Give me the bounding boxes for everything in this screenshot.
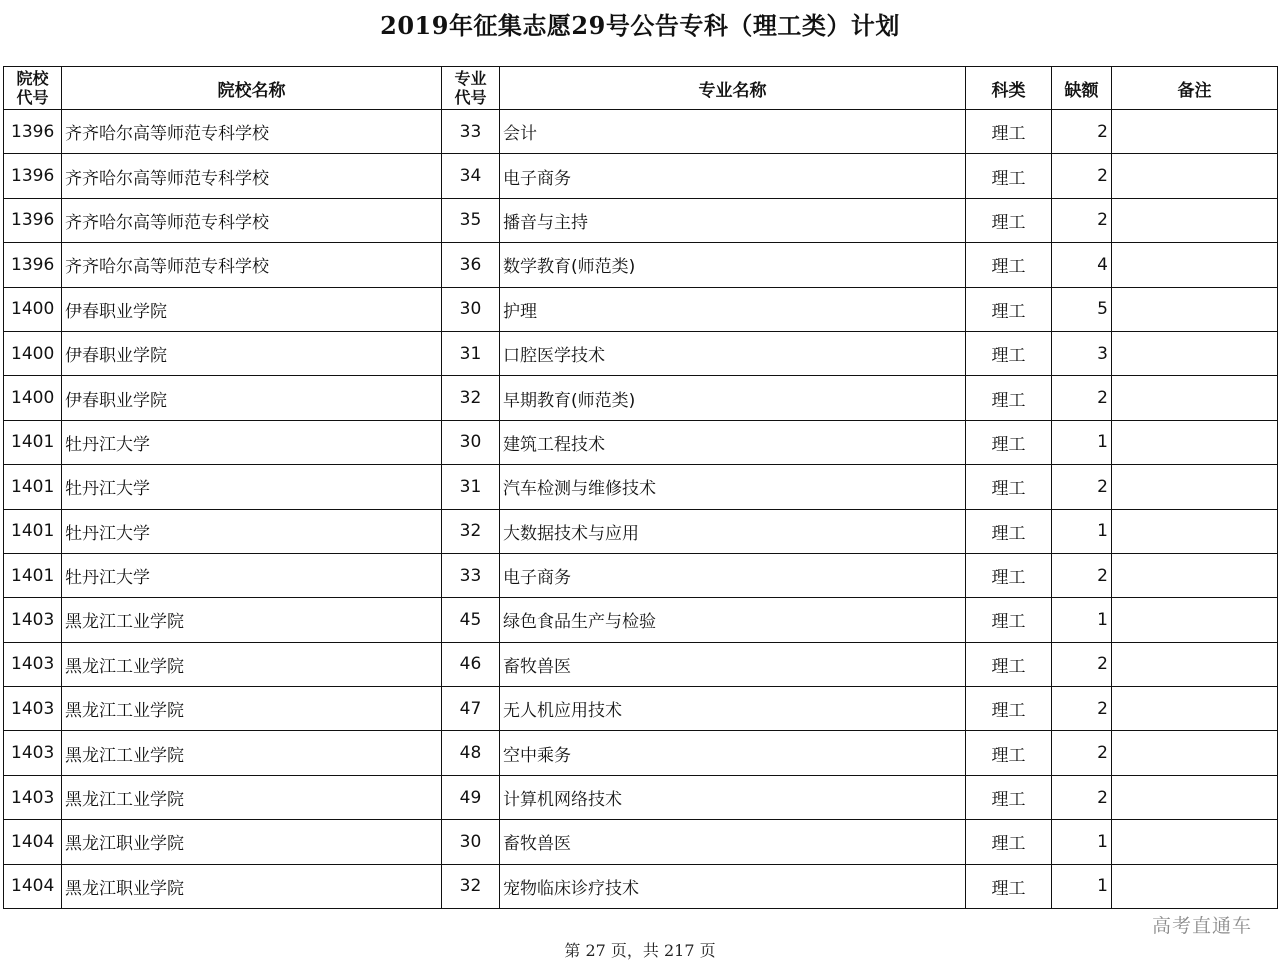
cell-major-name: 绿色食品生产与检验 <box>500 598 966 642</box>
cell-category: 理工 <box>966 509 1052 553</box>
cell-category: 理工 <box>966 598 1052 642</box>
cell-school-code: 1401 <box>4 509 62 553</box>
cell-school-name: 齐齐哈尔高等师范专科学校 <box>62 243 442 287</box>
table-row <box>4 864 1278 908</box>
cell-quota: 2 <box>1052 731 1112 775</box>
cell-major-name: 会计 <box>500 110 966 154</box>
table-row <box>4 687 1278 731</box>
cell-remark <box>1112 864 1278 908</box>
cell-major-code: 32 <box>442 509 500 553</box>
cell-major-code: 35 <box>442 198 500 242</box>
cell-category: 理工 <box>966 154 1052 198</box>
cell-school-name: 伊春职业学院 <box>62 331 442 375</box>
table-row <box>4 420 1278 464</box>
cell-quota: 1 <box>1052 820 1112 864</box>
cell-remark <box>1112 820 1278 864</box>
cell-major-code: 30 <box>442 420 500 464</box>
cell-major-code: 49 <box>442 775 500 819</box>
cell-school-code: 1403 <box>4 687 62 731</box>
cell-major-code: 48 <box>442 731 500 775</box>
cell-remark <box>1112 243 1278 287</box>
cell-school-name: 齐齐哈尔高等师范专科学校 <box>62 110 442 154</box>
table-row <box>4 465 1278 509</box>
cell-category: 理工 <box>966 420 1052 464</box>
table-header-row <box>4 67 1278 110</box>
cell-category: 理工 <box>966 198 1052 242</box>
cell-remark <box>1112 198 1278 242</box>
header-category: 科类 <box>966 67 1052 110</box>
cell-category: 理工 <box>966 731 1052 775</box>
cell-category: 理工 <box>966 465 1052 509</box>
cell-remark <box>1112 420 1278 464</box>
cell-school-code: 1401 <box>4 420 62 464</box>
cell-quota: 2 <box>1052 553 1112 597</box>
cell-major-name: 畜牧兽医 <box>500 642 966 686</box>
enrollment-plan-table <box>3 66 1278 909</box>
cell-category: 理工 <box>966 331 1052 375</box>
cell-quota: 1 <box>1052 598 1112 642</box>
cell-major-name: 计算机网络技术 <box>500 775 966 819</box>
cell-quota: 2 <box>1052 465 1112 509</box>
cell-remark <box>1112 287 1278 331</box>
header-major-code: 专业 代号 <box>442 67 500 110</box>
header-major-name: 专业名称 <box>500 67 966 110</box>
cell-major-name: 畜牧兽医 <box>500 820 966 864</box>
cell-school-name: 黑龙江职业学院 <box>62 820 442 864</box>
cell-remark <box>1112 465 1278 509</box>
cell-school-name: 伊春职业学院 <box>62 376 442 420</box>
cell-quota: 2 <box>1052 775 1112 819</box>
cell-major-name: 口腔医学技术 <box>500 331 966 375</box>
cell-major-name: 空中乘务 <box>500 731 966 775</box>
cell-major-name: 无人机应用技术 <box>500 687 966 731</box>
cell-school-name: 牡丹江大学 <box>62 509 442 553</box>
cell-category: 理工 <box>966 553 1052 597</box>
cell-school-name: 黑龙江工业学院 <box>62 731 442 775</box>
cell-major-code: 46 <box>442 642 500 686</box>
table-body <box>4 110 1278 909</box>
cell-major-name: 播音与主持 <box>500 198 966 242</box>
cell-school-code: 1401 <box>4 553 62 597</box>
cell-quota: 2 <box>1052 198 1112 242</box>
cell-remark <box>1112 154 1278 198</box>
cell-major-code: 33 <box>442 553 500 597</box>
cell-major-name: 大数据技术与应用 <box>500 509 966 553</box>
cell-school-name: 黑龙江职业学院 <box>62 864 442 908</box>
cell-remark <box>1112 331 1278 375</box>
cell-major-code: 33 <box>442 110 500 154</box>
cell-quota: 1 <box>1052 420 1112 464</box>
page-number: 第 27 页，共 217 页 <box>564 941 716 960</box>
header-quota: 缺额 <box>1052 67 1112 110</box>
cell-category: 理工 <box>966 110 1052 154</box>
header-school-code: 院校 代号 <box>4 67 62 110</box>
table-row <box>4 731 1278 775</box>
cell-school-code: 1403 <box>4 731 62 775</box>
cell-school-code: 1396 <box>4 110 62 154</box>
cell-major-name: 汽车检测与维修技术 <box>500 465 966 509</box>
cell-quota: 2 <box>1052 110 1112 154</box>
cell-major-code: 45 <box>442 598 500 642</box>
cell-school-code: 1400 <box>4 331 62 375</box>
cell-category: 理工 <box>966 243 1052 287</box>
cell-major-code: 31 <box>442 465 500 509</box>
cell-category: 理工 <box>966 376 1052 420</box>
cell-school-code: 1401 <box>4 465 62 509</box>
cell-category: 理工 <box>966 642 1052 686</box>
cell-remark <box>1112 687 1278 731</box>
cell-school-code: 1396 <box>4 243 62 287</box>
table-row <box>4 287 1278 331</box>
table-row <box>4 243 1278 287</box>
cell-school-name: 黑龙江工业学院 <box>62 687 442 731</box>
table-row <box>4 598 1278 642</box>
cell-quota: 3 <box>1052 331 1112 375</box>
cell-major-name: 护理 <box>500 287 966 331</box>
cell-quota: 4 <box>1052 243 1112 287</box>
cell-school-code: 1404 <box>4 820 62 864</box>
cell-remark <box>1112 642 1278 686</box>
cell-school-name: 黑龙江工业学院 <box>62 642 442 686</box>
cell-remark <box>1112 376 1278 420</box>
table-row <box>4 331 1278 375</box>
watermark-text: 高考直通车 <box>1151 915 1252 937</box>
cell-remark <box>1112 731 1278 775</box>
cell-category: 理工 <box>966 775 1052 819</box>
cell-category: 理工 <box>966 687 1052 731</box>
cell-major-name: 宠物临床诊疗技术 <box>500 864 966 908</box>
cell-remark <box>1112 110 1278 154</box>
cell-category: 理工 <box>966 820 1052 864</box>
cell-school-name: 黑龙江工业学院 <box>62 775 442 819</box>
table-row <box>4 775 1278 819</box>
table-row <box>4 376 1278 420</box>
header-school-name: 院校名称 <box>62 67 442 110</box>
cell-major-name: 数学教育(师范类) <box>500 243 966 287</box>
cell-major-code: 47 <box>442 687 500 731</box>
cell-major-code: 31 <box>442 331 500 375</box>
cell-category: 理工 <box>966 864 1052 908</box>
cell-major-code: 32 <box>442 864 500 908</box>
cell-remark <box>1112 509 1278 553</box>
cell-school-code: 1400 <box>4 287 62 331</box>
cell-remark <box>1112 553 1278 597</box>
cell-remark <box>1112 598 1278 642</box>
cell-school-name: 黑龙江工业学院 <box>62 598 442 642</box>
cell-school-code: 1403 <box>4 598 62 642</box>
cell-quota: 2 <box>1052 687 1112 731</box>
table-row <box>4 154 1278 198</box>
table-row <box>4 553 1278 597</box>
table-row <box>4 820 1278 864</box>
cell-school-code: 1400 <box>4 376 62 420</box>
cell-quota: 1 <box>1052 864 1112 908</box>
cell-quota: 2 <box>1052 642 1112 686</box>
cell-school-name: 牡丹江大学 <box>62 420 442 464</box>
cell-school-code: 1403 <box>4 775 62 819</box>
cell-major-code: 30 <box>442 820 500 864</box>
document-title: 2019年征集志愿29号公告专科（理工类）计划 <box>380 11 900 40</box>
cell-major-code: 32 <box>442 376 500 420</box>
cell-category: 理工 <box>966 287 1052 331</box>
cell-school-code: 1404 <box>4 864 62 908</box>
cell-major-code: 36 <box>442 243 500 287</box>
table-row <box>4 509 1278 553</box>
cell-school-name: 齐齐哈尔高等师范专科学校 <box>62 198 442 242</box>
cell-school-code: 1403 <box>4 642 62 686</box>
cell-school-name: 牡丹江大学 <box>62 465 442 509</box>
cell-school-name: 牡丹江大学 <box>62 553 442 597</box>
cell-major-name: 电子商务 <box>500 154 966 198</box>
cell-remark <box>1112 775 1278 819</box>
cell-school-name: 齐齐哈尔高等师范专科学校 <box>62 154 442 198</box>
cell-major-name: 电子商务 <box>500 553 966 597</box>
cell-quota: 5 <box>1052 287 1112 331</box>
cell-major-code: 30 <box>442 287 500 331</box>
cell-school-code: 1396 <box>4 154 62 198</box>
cell-school-name: 伊春职业学院 <box>62 287 442 331</box>
table-row <box>4 642 1278 686</box>
cell-quota: 2 <box>1052 154 1112 198</box>
cell-major-name: 早期教育(师范类) <box>500 376 966 420</box>
cell-quota: 1 <box>1052 509 1112 553</box>
table-row <box>4 198 1278 242</box>
header-remark: 备注 <box>1112 67 1278 110</box>
cell-quota: 2 <box>1052 376 1112 420</box>
cell-major-code: 34 <box>442 154 500 198</box>
cell-school-code: 1396 <box>4 198 62 242</box>
table-row <box>4 110 1278 154</box>
cell-major-name: 建筑工程技术 <box>500 420 966 464</box>
